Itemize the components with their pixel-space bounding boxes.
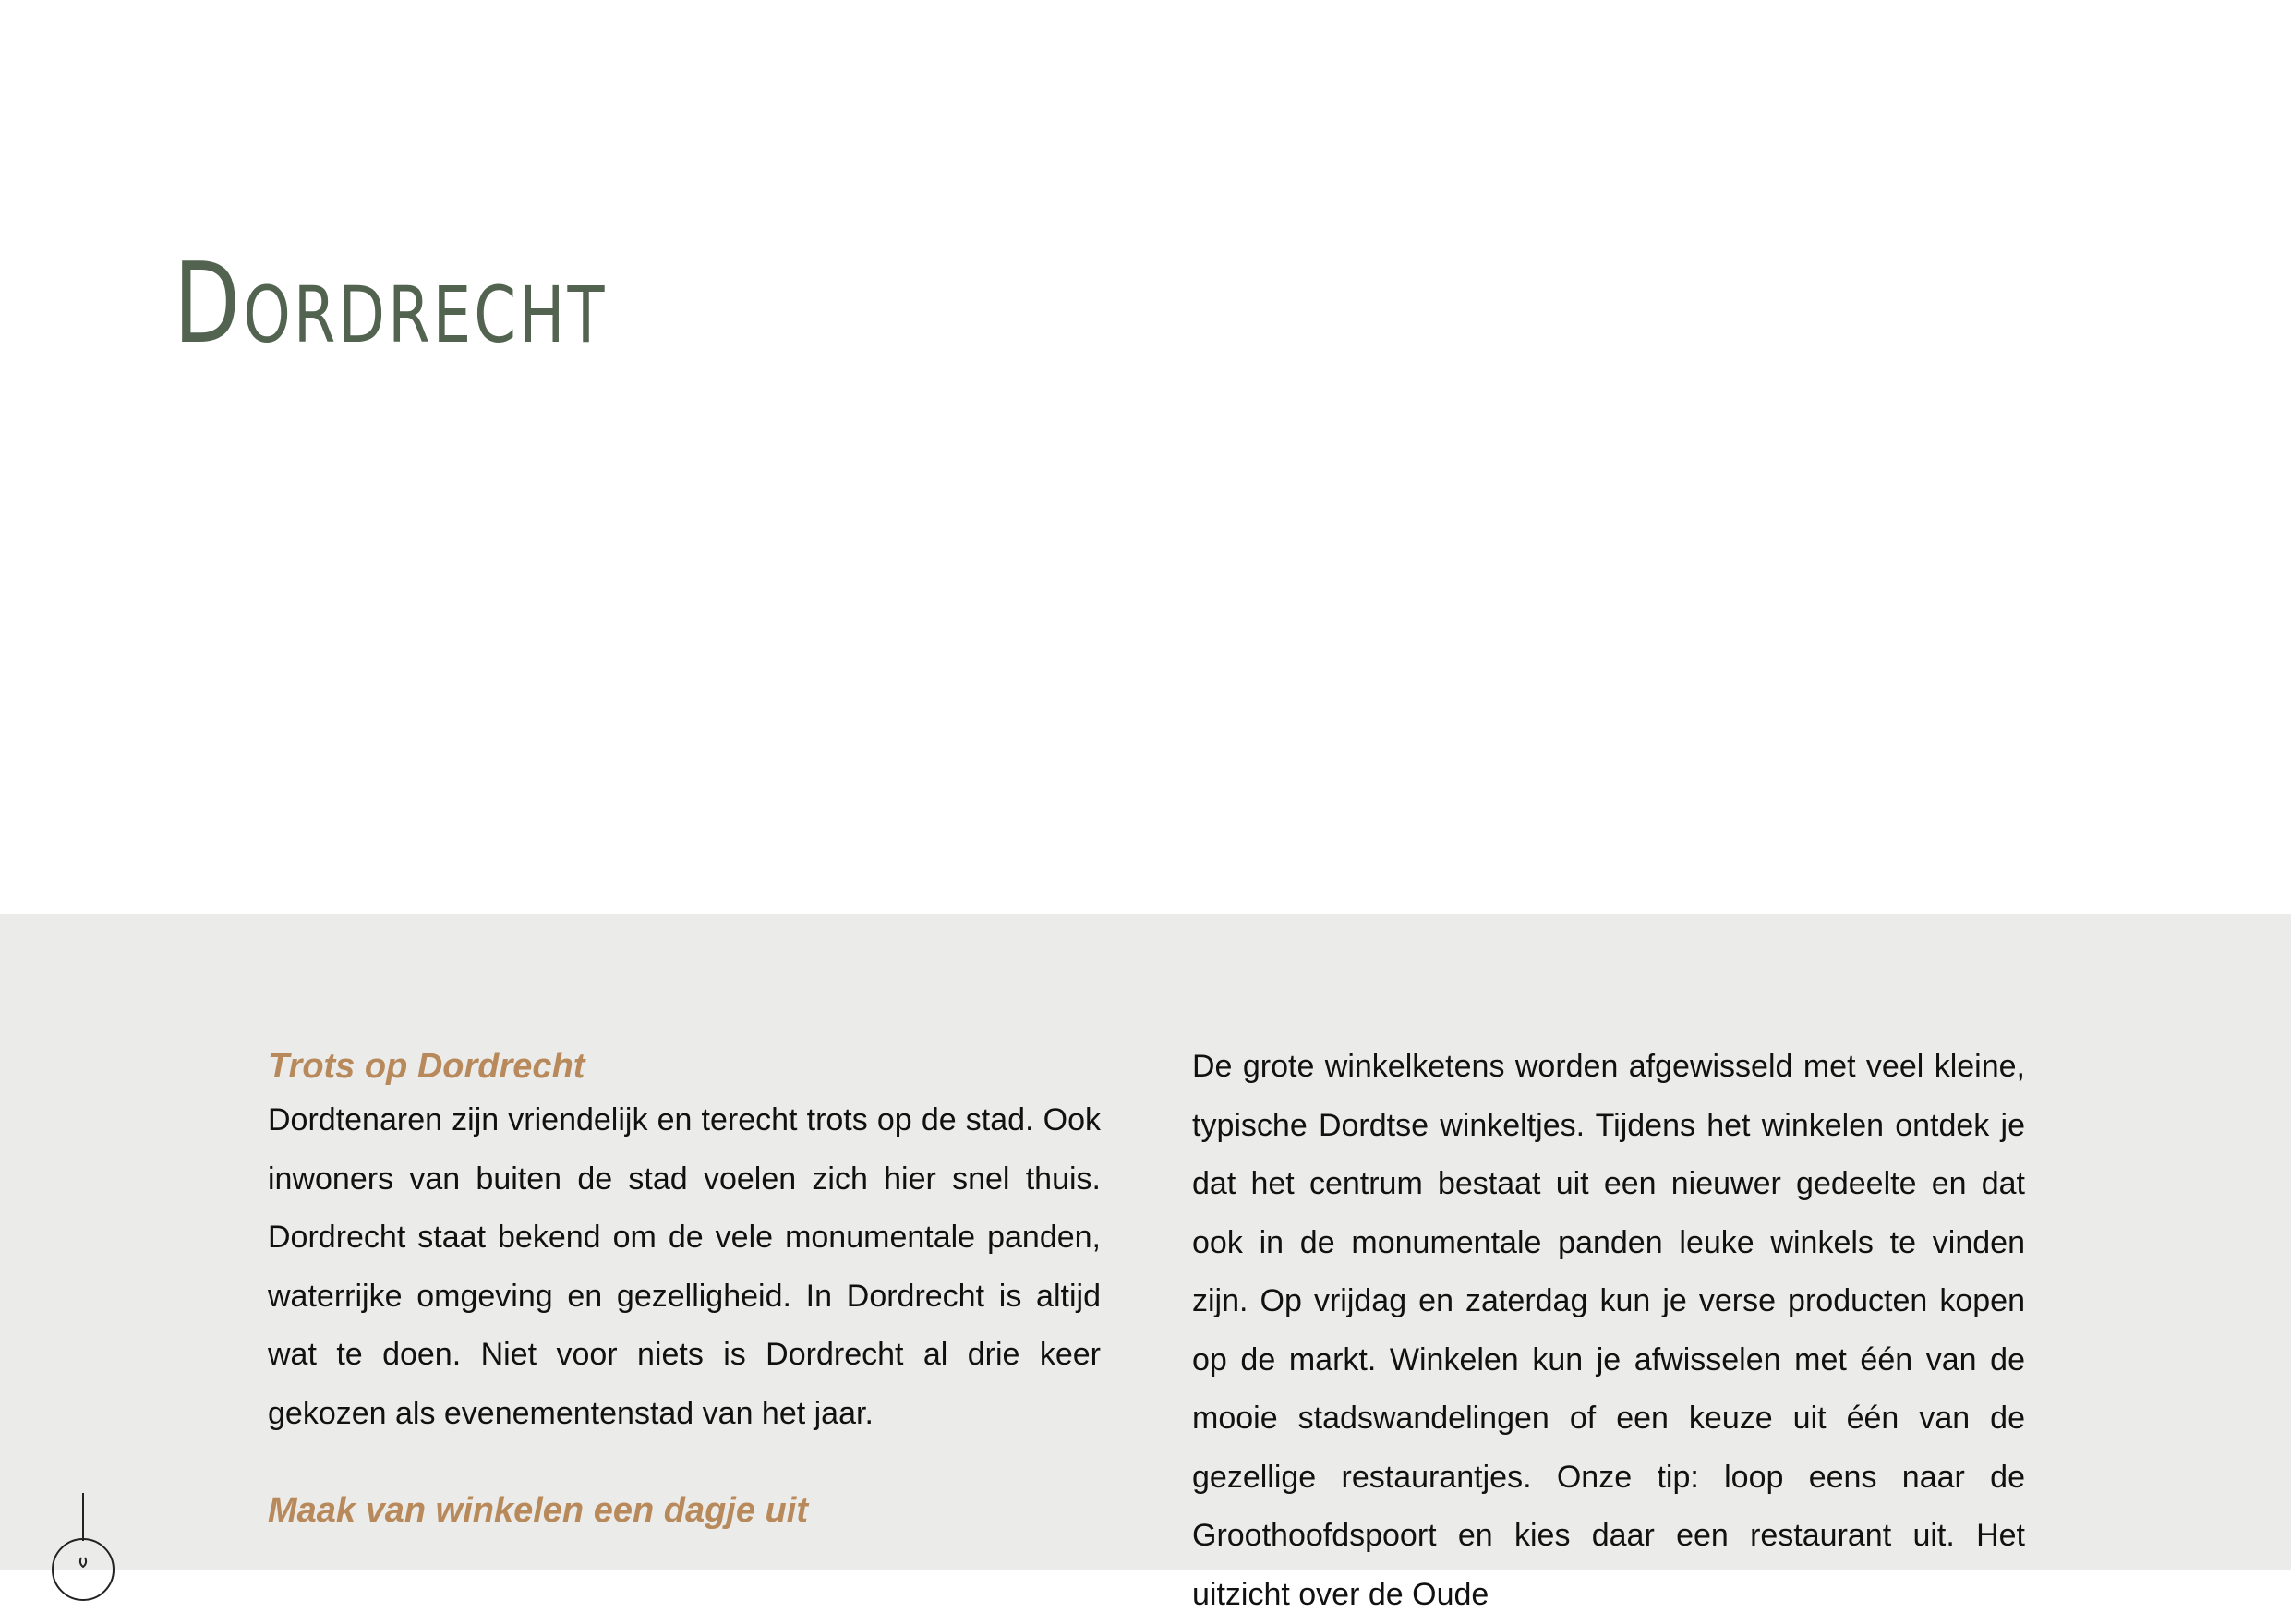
content-section	[0, 914, 2291, 1612]
section-heading-trots: Trots op Dordrecht	[268, 1047, 585, 1086]
left-column	[268, 1043, 1101, 1534]
hanging-ornament-icon	[51, 1493, 115, 1570]
section-paragraph-trots: Dordtenaren zijn vriendelijk en terecht trots op de stad. Ook inwoners van buiten de stad voelen zich hier snel thuis. Dordrecht staat bekend om de vele monumentale panden, waterrijke omgeving en gezelligheid. In Dordrecht is altijd wat te doen. Niet voor niets is Dordrecht al drie keer gekozen als evenementenstad van het jaar.	[268, 1102, 1101, 1431]
section-heading-winkelen: Maak van winkelen een dagje uit	[268, 1491, 808, 1530]
page-title: Dordrecht	[174, 240, 608, 368]
right-column	[1192, 1036, 2025, 1624]
section-paragraph-winkelen: De grote winkelketens worden afgewisseld met veel kleine, typische Dordtse winkeltjes. Tijdens het winkelen ontdek je dat het centrum bestaat uit een nieuwer gedeelte en dat ook in de monumentale panden leuke winkels te vinden zijn. Op vrijdag en zaterdag kun je verse producten kopen op de markt. Winkelen kun je afwisselen met één van de mooie stadswandelingen of een keuze uit één van de gezellige restaurantjes. Onze tip: loop eens naar de Groothoofdspoort en kies daar een restaurant uit. Het uitzicht over de Oude	[1192, 1049, 2025, 1612]
